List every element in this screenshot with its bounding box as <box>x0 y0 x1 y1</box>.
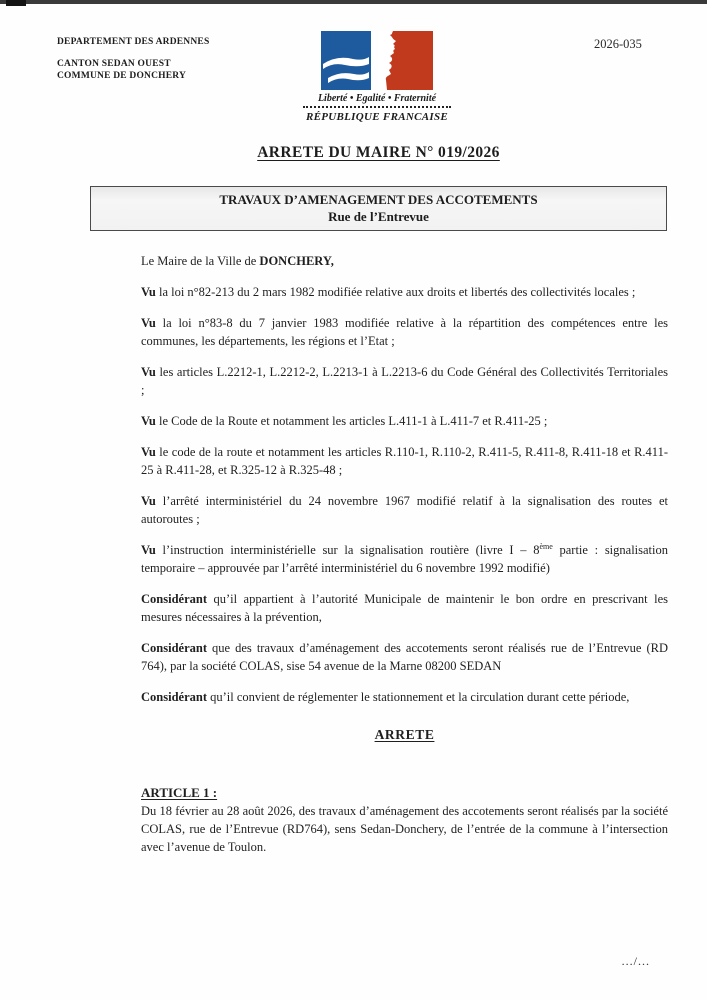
scan-artifact-top <box>0 0 707 4</box>
page-title: ARRETE DU MAIRE N° 019/2026 <box>257 144 500 161</box>
subject-line-2: Rue de l’Entrevue <box>328 209 429 224</box>
vu-clause-6: Vu l’arrêté interministériel du 24 novembre 1967 modifié relatif à la signalisation des routes et autoroutes ; <box>141 494 668 526</box>
commune-label: COMMUNE DE DONCHERY <box>57 71 187 81</box>
reference-number: 2026-035 <box>594 37 642 51</box>
logo-republic-label: RÉPUBLIQUE FRANCAISE <box>305 111 448 123</box>
marianne-logo-icon <box>321 31 433 90</box>
logo-motto: Liberté • Egalité • Fraternité <box>317 93 437 104</box>
article-1-heading: ARTICLE 1 : <box>141 785 218 800</box>
logo-separator <box>303 106 451 108</box>
department-label: DEPARTEMENT DES ARDENNES <box>57 37 210 47</box>
issuer-block <box>57 36 209 82</box>
arrete-heading: ARRETE <box>374 727 435 742</box>
considerant-clause-3: Considérant qu’il convient de réglementer le stationnement et la circulation durant cette période, <box>141 690 630 704</box>
vu-clause-4: Vu le Code de la Route et notamment les articles L.411-1 à L.411-7 et R.411-25 ; <box>141 414 548 428</box>
vu-clause-5: Vu le code de la route et notamment les articles R.110-1, R.110-2, R.411-5, R.411-8, R.411-18 et R.411-25 à R.411-28, et R.325-12 à R.325-48 ; <box>141 445 668 477</box>
subject-line-1: TRAVAUX D’AMENAGEMENT DES ACCOTEMENTS <box>219 192 538 207</box>
intro-clause: Le Maire de la Ville de DONCHERY, <box>141 254 334 268</box>
vu-clause-2: Vu la loi n°83-8 du 7 janvier 1983 modifiée relative à la répartition des compétences entre les communes, les départements, les régions et l’Etat ; <box>141 316 668 348</box>
vu-clause-7: Vu l’instruction interministérielle sur la signalisation routière (livre I – 8ème partie : signalisation temporaire – approuvée par l’arrêté interministériel du 6 novembre 1992 modifié) <box>141 541 669 575</box>
vu-clause-1: Vu la loi n°82-213 du 2 mars 1982 modifiée relative aux droits et libertés des collectivités locales ; <box>141 285 636 299</box>
subject-box <box>90 186 667 231</box>
scan-artifact-corner <box>6 0 26 6</box>
article-1-text: Du 18 février au 28 août 2026, des travaux d’aménagement des accotements seront réalisés par la société COLAS, rue de l’Entrevue (RD764), sens Sedan-Donchery, de l’entrée de la commune à l’intersection avec l’avenue de Toulon. <box>141 804 668 854</box>
vu-clause-3: Vu les articles L.2212-1, L.2212-2, L.2213-1 à L.2213-6 du Code Général des Collectivités Territoriales ; <box>141 365 668 397</box>
canton-label: CANTON SEDAN OUEST <box>57 59 171 69</box>
considerant-clause-2: Considérant que des travaux d’aménagement des accotements seront réalisés rue de l’Entrevue (RD 764), par la société COLAS, sise 54 avenue de la Marne 08200 SEDAN <box>141 641 668 673</box>
republic-logo <box>303 31 451 123</box>
continuation-mark: .../... <box>621 954 650 968</box>
body-paragraphs <box>141 252 668 856</box>
considerant-clause-1: Considérant qu’il appartient à l’autorité Municipale de maintenir le bon ordre en prescrivant les mesures nécessaires à la prévention, <box>141 592 668 624</box>
